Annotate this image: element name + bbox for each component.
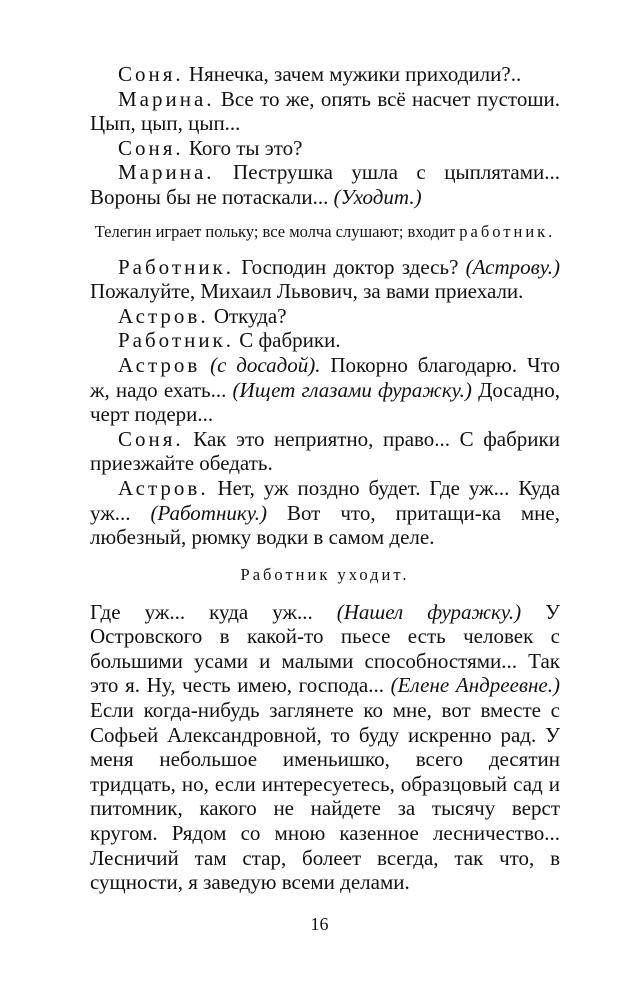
dialogue-text: Досадно, черт подери... bbox=[90, 377, 560, 427]
speaker-name: Соня. bbox=[118, 62, 184, 86]
line-sonya-2 bbox=[90, 136, 560, 161]
speaker-name: Астров. bbox=[118, 475, 209, 500]
line-marina-1 bbox=[90, 87, 560, 136]
dialogue-text: Если когда-нибудь заглянете ко мне, вот вместе с Софьей Александровной, то буду искренно рад. У меня небольшое именьишко, всего десятин тридцать, но, если интересуетесь, образцовый сад и питомник, какого не найдете за тысячу верст кругом. Рядом со мною казенное лесничество... Лесничий там стар, болеет всегда, так что, в сущности, я заведую всеми делами. bbox=[90, 698, 560, 895]
speaker-name: Астров bbox=[118, 352, 201, 377]
stage-direction: (Елене Андреевне.) bbox=[390, 673, 560, 698]
line-worker-2 bbox=[90, 328, 560, 353]
dialogue-text: Пеструшка ушла с цыплятами... Вороны бы не потаскали... bbox=[90, 160, 560, 209]
line-astrov-1 bbox=[90, 304, 560, 329]
speaker-name: Работник. bbox=[118, 328, 235, 353]
dialogue-text: Господин доктор здесь? bbox=[234, 254, 466, 279]
dialogue-text: Пожалуйте, Михаил Львович, за вами приехали. bbox=[90, 279, 524, 304]
stage-direction: (Нашел фуражку.) bbox=[336, 599, 522, 624]
line-sonya-1 bbox=[90, 62, 560, 87]
line-sonya-3 bbox=[90, 427, 560, 476]
dialogue-text: С фабрики. bbox=[234, 328, 341, 353]
dialogue-text: Все то же, опять всё насчет пустоши. Цып, цып, цып... bbox=[90, 86, 560, 136]
speaker-name: Соня. bbox=[118, 135, 184, 160]
dialogue-text: Где уж... куда уж... bbox=[90, 599, 337, 624]
dialogue-text: Как это неприятно, право... С фабрики приезжайте обедать. bbox=[90, 426, 560, 476]
stage-direction: (Уходит.) bbox=[333, 184, 422, 209]
stage-character: работник. bbox=[459, 221, 556, 241]
dialogue-text: Покорно благодарю. Что ж, надо ехать... bbox=[90, 352, 560, 402]
stage-character: Работник bbox=[240, 564, 331, 584]
page-number: 16 bbox=[310, 914, 329, 934]
speaker-name: Работник. bbox=[118, 254, 235, 279]
stage-direction: (Астрову.) bbox=[465, 254, 560, 279]
stage-direction-block bbox=[90, 221, 560, 243]
page-text bbox=[90, 62, 560, 895]
stage-direction: (с досадой). bbox=[200, 352, 321, 377]
dialogue-text: Вот что, притащи-ка мне, любезный, рюмку водки в самом деле. bbox=[90, 500, 560, 550]
dialogue-text: Нянечка, зачем мужики приходили?.. bbox=[183, 62, 522, 86]
dialogue-text: Кого ты это? bbox=[183, 135, 303, 160]
stage-direction-block bbox=[90, 564, 560, 586]
line-astrov-final bbox=[90, 600, 560, 895]
line-astrov-2 bbox=[90, 353, 560, 427]
stage-text: уходит. bbox=[330, 564, 410, 584]
speaker-name: Соня. bbox=[118, 426, 184, 451]
line-astrov-3 bbox=[90, 476, 560, 550]
speaker-name: Астров. bbox=[118, 303, 209, 328]
line-worker-1 bbox=[90, 255, 560, 304]
stage-text: Телегин играет польку; все молча слушают; входит bbox=[94, 221, 460, 241]
stage-direction: (Ищет глазами фуражку.) bbox=[232, 377, 472, 402]
dialogue-text: У Островского в какой-то пьесе есть человек с большими усами и малыми способностями... Так это я. Ну, честь имею, господа... bbox=[90, 599, 560, 698]
speaker-name: Марина. bbox=[118, 86, 215, 111]
line-marina-2 bbox=[90, 160, 560, 209]
dialogue-text: Откуда? bbox=[208, 303, 287, 328]
speaker-name: Марина. bbox=[118, 160, 215, 185]
dialogue-text: Нет, уж поздно будет. Где уж... Куда уж... bbox=[90, 475, 560, 525]
stage-direction: (Работнику.) bbox=[150, 500, 267, 525]
